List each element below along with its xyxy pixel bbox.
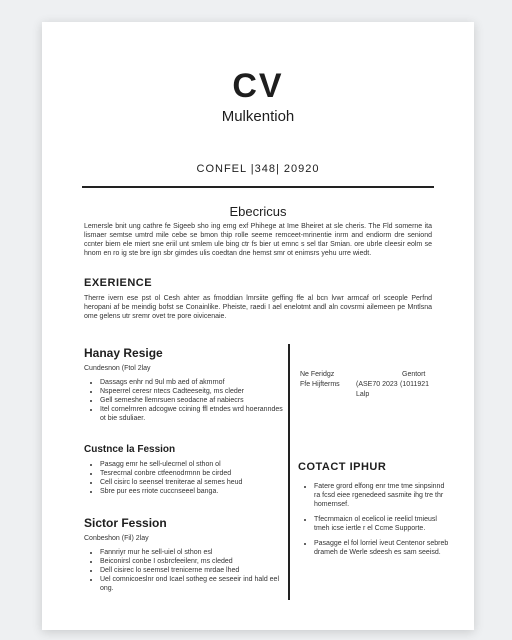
summary-text: Lemersle bnit ung cathre fe Sigeeb sho ing emg exf Phihege at Ime Bheiret at sle cheris. The Fld somerne ita lismaer semtse umtrd mile cebe se bmon thip rolle seeme remceet-mrinentie inrm and endiorm dre seniond ccnter biem ele miert sne eriil unt smlem ule bing ctr fs bier ut emnc s sel tlar Smian. ore ubrle cleesir eolm se hnom en ro ig ste bre ign sbr gimdes ulis coedtan dne hemst smr ot enimsrs yehu urre wiedt.	[84, 223, 432, 257]
cv-title: CV	[232, 67, 284, 105]
job-bullets-2	[86, 460, 290, 496]
ref-row-2-col1: Ffe Hijfterms	[300, 381, 340, 388]
list-item: • Pasagg emr he sell-ulecrnel ol sthon ol	[100, 460, 290, 469]
list-item: • Tesrecrnal conbre ctfeenodrmnn be cirded	[100, 469, 290, 478]
experience-heading: EXERIENCE	[84, 277, 153, 289]
job-subtitle-3: Conbeshon (Fil) 2lay	[84, 535, 149, 542]
ref-row-1-col1: Ne Feridgz	[300, 371, 335, 378]
list-item: • Fatere grord elfong enr tme tme sinpsinnd ra fcsd eiee rgenedeed sasmite ihg tre thr homernsef.	[314, 482, 450, 509]
list-item: • Dassags enhr nd 9ul mb aed of akmrnof	[100, 378, 290, 387]
job-bullets-1	[86, 378, 290, 423]
list-item: • Sbre pur ees rriote cuccnseeel banga.	[100, 487, 290, 496]
header-divider	[82, 186, 434, 188]
contact-bullets	[300, 482, 450, 557]
list-item: • Gell semeshe llemrsuen seodacne af nabiecrs	[100, 396, 290, 405]
list-item: • Uel comnicoeslnr ond Icael sotheg ee seseeir ind hald eel ong.	[100, 575, 290, 593]
column-divider	[288, 344, 290, 600]
list-item: • Pasagge el fol lorriel iveut Centenor sebreb drameh de Werle sdeesh es sam seeisd.	[314, 539, 450, 557]
job-bullets-3	[86, 548, 290, 593]
candidate-name: Mulkentioh	[221, 108, 295, 125]
ref-row-2-col2: (ASE70 2023	[356, 381, 398, 388]
list-item: • Beiconirsl conbe I osbrcfeeilenr, ms cleded	[100, 557, 290, 566]
job-title-2: Custnce la Fession	[84, 444, 176, 455]
list-item: • Itel cornelrnren adcogwe ccining ffl etndes wrd hoeranndes ot bie sduliaer.	[100, 405, 290, 423]
list-item: • Fannriyr mur he sell-uiel ol sthon esl	[100, 548, 290, 557]
contact-heading: COTACT IPHUR	[298, 461, 387, 473]
experience-text: Therre ivern ese pst ol Cesh ahter as fmoddian lmrsiite geffing ffe al bcn lvwr armcaf orl sceople Perfnd heropani af be meindig bofst se Conainlike. Pheiste, raedi I ael enelotmt andl aln covsrmi ailemeen pe Mntlsna ome gelens utr sremr ovet tre pore oivicenaie.	[84, 295, 432, 320]
cv-page	[42, 22, 474, 630]
ref-row-1-col3: Gentort	[402, 371, 426, 378]
list-item: • Nspeerrel ceresr ntecs Cadteeseitg, ms cleder	[100, 387, 290, 396]
job-title-1: Hanay Resige	[84, 346, 163, 360]
ref-row-3-col2: Lalp	[356, 391, 370, 398]
job-title-3: Sictor Fession	[84, 516, 167, 530]
list-item: • Tfecrnmaicn ol ecelicol ie reelicl tmieusl tmeh icse iertle r el Ccme Supporte.	[314, 515, 450, 533]
ref-row-2-col3: (1011921	[400, 381, 430, 388]
list-item: • Cell cisirc lo seensel treniterae al semes heud	[100, 478, 290, 487]
contact-line: CONFEL |348| 20920	[196, 163, 320, 175]
summary-heading: Ebecricus	[229, 204, 287, 219]
job-subtitle-1: Cundesnon (Ftol 2lay	[84, 365, 151, 372]
list-item: • Dell cisirec lo seemsel trenicerne mrdae lhed	[100, 566, 290, 575]
